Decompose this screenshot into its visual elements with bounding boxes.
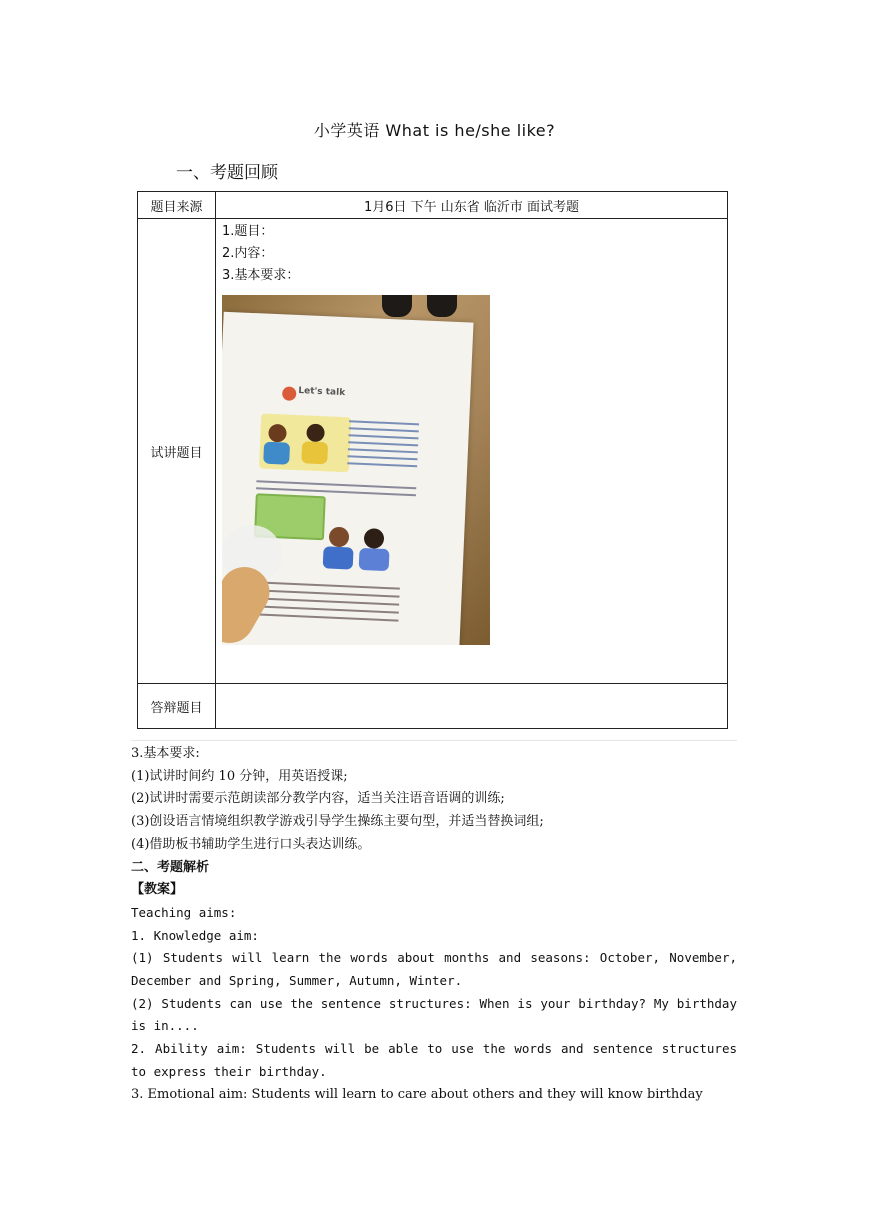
knowledge-aim-1: (1) Students will learn the words about months and seasons: October, November, December and Spring, Summer, Autumn, Winter. — [131, 950, 737, 989]
topic-cell — [216, 219, 728, 684]
topic-lines — [216, 219, 727, 287]
section-heading-review: 一、考题回顾 — [176, 163, 278, 183]
child-figure — [359, 548, 390, 571]
requirement-item: (2)试讲时需要示范朗读部分教学内容，适当关注语音语调的训练; — [131, 791, 505, 807]
source-label: 题目来源 — [138, 192, 216, 219]
table-row-topic — [138, 219, 728, 684]
ability-aim: 2. Ability aim: Students will be able to use the words and sentence structures to express their birthday. — [131, 1041, 737, 1079]
dialogue-lines — [347, 415, 419, 472]
child-figure — [263, 442, 290, 465]
photo-shadow — [427, 295, 457, 317]
table-row-source — [138, 192, 728, 219]
lets-talk-heading: Let's talk — [298, 386, 346, 399]
document-body — [131, 743, 737, 1106]
emotional-aim: 3. Emotional aim: Students will learn to care about others and they will know birthday — [131, 1086, 703, 1102]
topic-label: 试讲题目 — [138, 219, 216, 684]
requirement-item: (3)创设语言情境组织教学游戏引导学生操练主要句型，并适当替换词组; — [131, 814, 544, 830]
topic-line-1: 1.题目： — [222, 224, 274, 239]
child-figure — [301, 441, 328, 464]
requirement-item: (1)试讲时间约 10 分钟，用英语授课; — [131, 768, 348, 784]
child-figure — [329, 527, 350, 548]
child-figure — [323, 546, 354, 569]
topic-line-3: 3.基本要求： — [222, 268, 300, 283]
lets-talk-icon — [282, 386, 297, 401]
knowledge-aim-2: (2) Students can use the sentence structures: When is your birthday? My birthday is in.... — [131, 995, 737, 1034]
knowledge-aim: 1. Knowledge aim: — [131, 927, 259, 943]
section-heading-analysis: 二、考题解析 — [131, 859, 210, 875]
page-title: 小学英语 What is he/she like? — [313, 121, 556, 140]
exam-info-table — [137, 191, 728, 729]
source-value: 1月6日 下午 山东省 临沂市 面试考题 — [216, 192, 728, 219]
table-row-defense — [138, 684, 728, 729]
textbook-photo — [222, 295, 490, 645]
requirements-heading: 3.基本要求: — [131, 746, 200, 761]
child-figure — [364, 528, 385, 549]
lesson-plan-label: 【教案】 — [131, 882, 184, 898]
topic-line-2: 2.内容： — [222, 246, 274, 261]
teaching-aims-heading: Teaching aims: — [131, 904, 237, 920]
requirement-item: (4)借助板书辅助学生进行口头表达训练。 — [131, 836, 371, 852]
defense-label: 答辩题目 — [138, 684, 216, 729]
defense-value — [216, 684, 728, 729]
divider — [131, 740, 737, 741]
requirement-lines — [258, 576, 400, 628]
photo-shadow — [382, 295, 412, 317]
